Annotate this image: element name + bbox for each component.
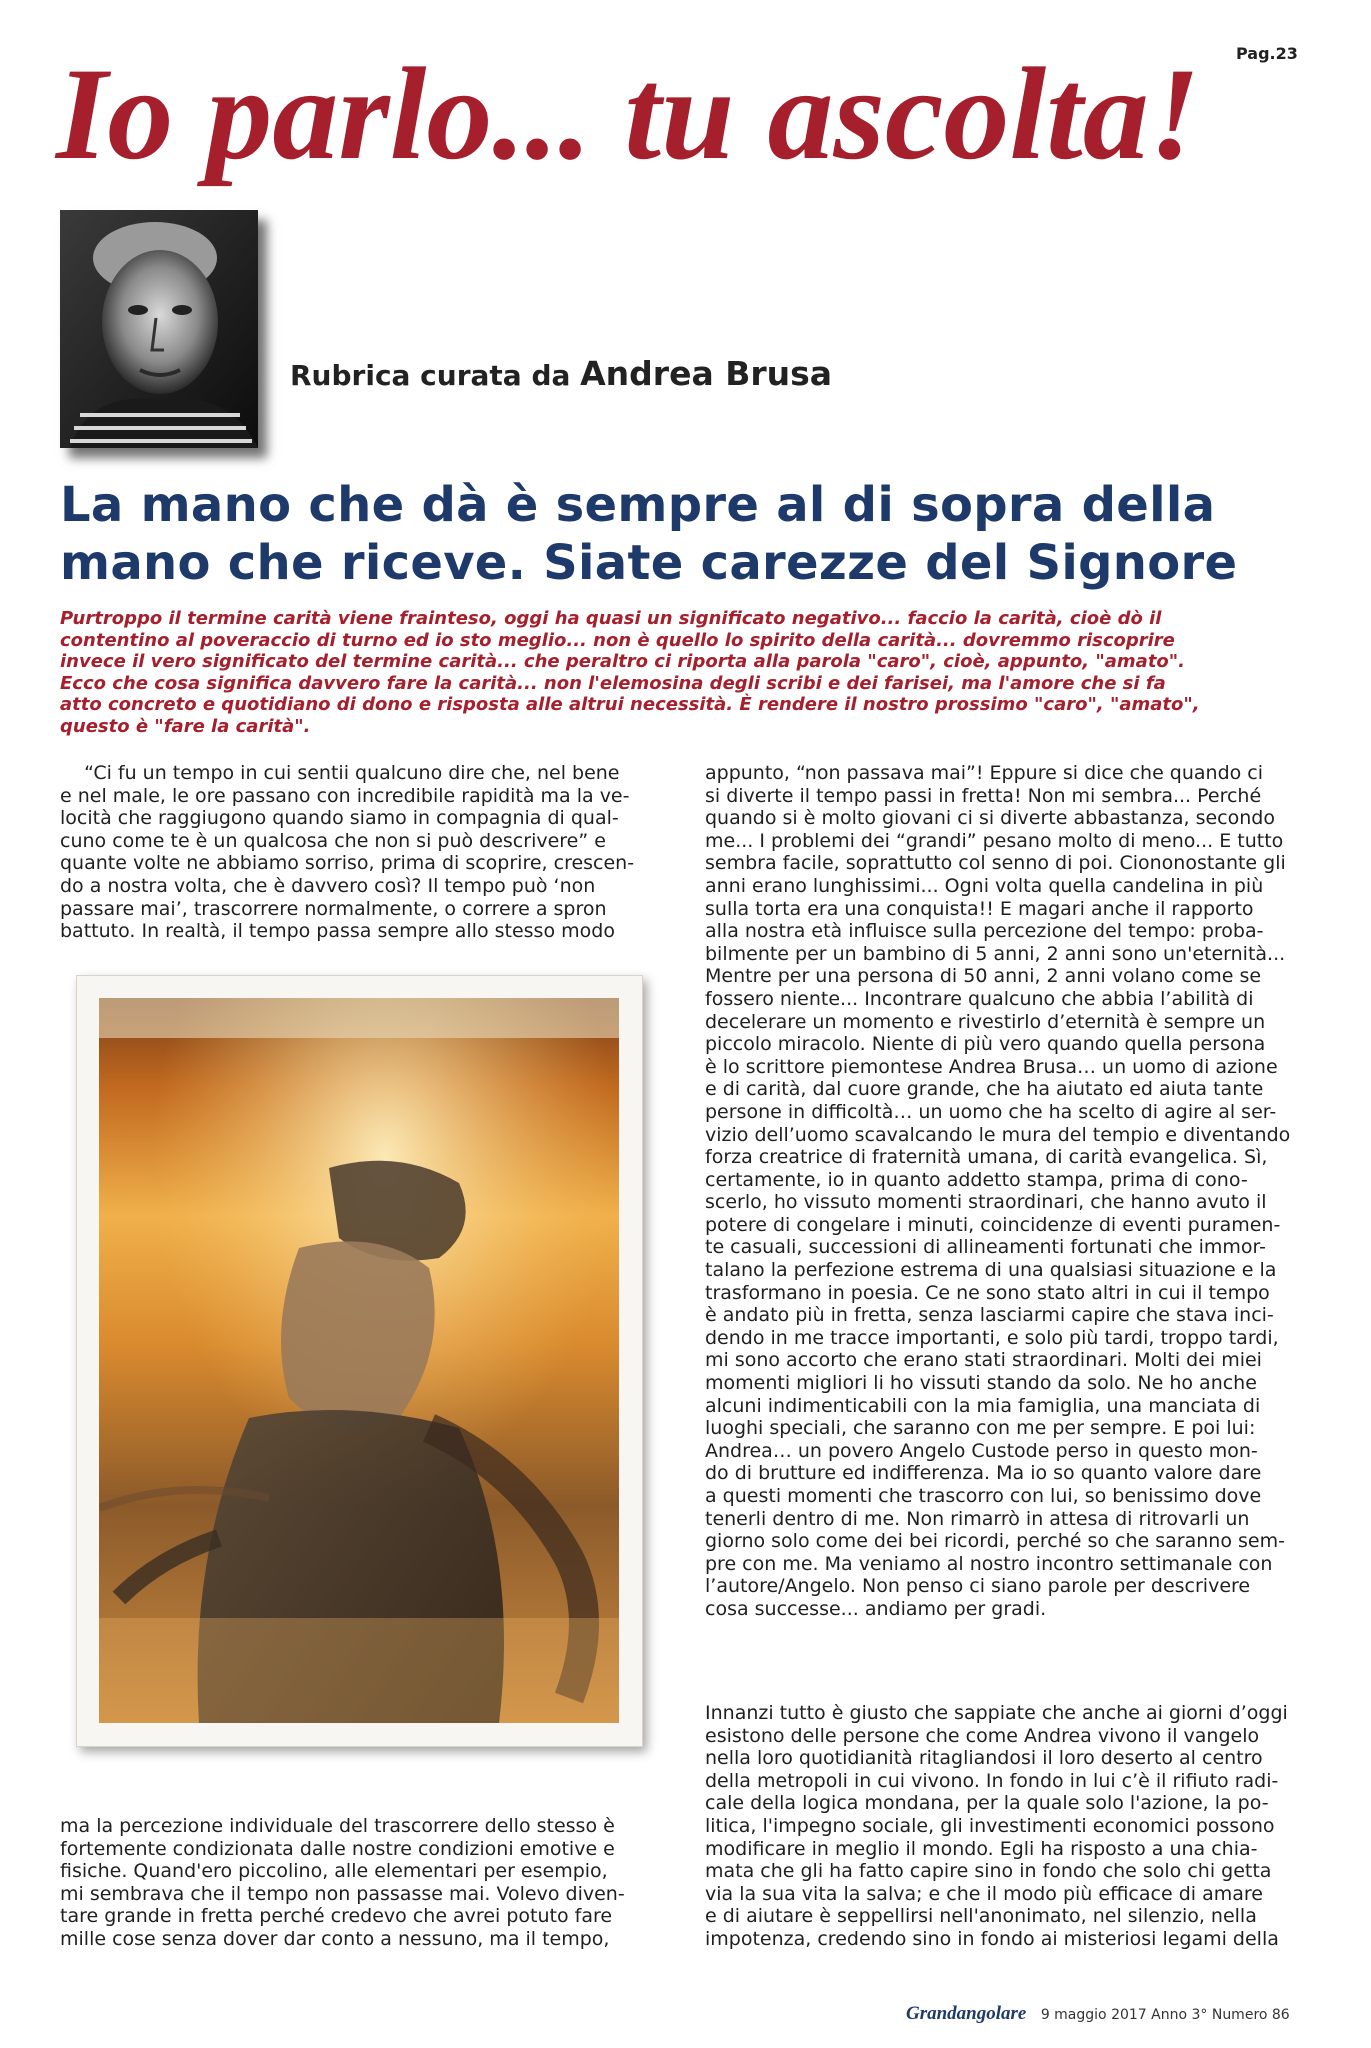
page-footer	[906, 2003, 1290, 2025]
page-number: Pag.23	[1236, 44, 1298, 63]
body-line: potere di congelare i minuti, coincidenze di eventi puramen-	[705, 1213, 1281, 1236]
body-line: locità che raggiugono quando siamo in compagnia di qual-	[60, 807, 619, 830]
intro-line: contentino al poveraccio di turno ed io sto meglio... non è quello lo spirito della carità... dovremmo riscoprire	[60, 629, 1175, 651]
body-line: fossero niente... Incontrare qualcuno che abbia l’abilità di	[705, 987, 1254, 1010]
body-line: bilmente per un bambino di 5 anni, 2 anni sono un'eternità...	[705, 942, 1286, 965]
body-line: cale della logica mondana, per la quale solo l'azione, la po-	[705, 1792, 1269, 1815]
body-line: sembra facile, soprattutto col senno di poi. Ciononostante gli	[705, 852, 1286, 875]
body-line: della metropoli in cui vivono. In fondo in lui c’è il rifiuto radi-	[705, 1769, 1279, 1792]
body-line: e di aiutare è seppellirsi nell'anonimato, nel silenzio, nella	[705, 1905, 1257, 1928]
body-line: litica, l'impegno sociale, gli investimenti economici possono	[705, 1814, 1275, 1837]
body-line: do di brutture ed indifferenza. Ma io so quanto valore dare	[705, 1462, 1262, 1485]
body-line: si diverte il tempo passi in fretta! Non mi sembra... Perché	[705, 784, 1262, 807]
body-line: tare grande in fretta perché credevo che avrei potuto fare	[60, 1905, 613, 1928]
body-line: appunto, “non passava mai”! Eppure si dice che quando ci	[705, 762, 1264, 784]
body-line: l’autore/Angelo. Non penso ci siano parole per descrivere	[705, 1575, 1251, 1598]
headline-line: La mano che dà è sempre al di sopra della	[60, 477, 1216, 533]
body-line: talano la perfezione estrema di una qualsiasi situazione e la	[705, 1259, 1277, 1282]
body-line: certamente, io in quanto addetto stampa, prima di cono-	[705, 1168, 1248, 1191]
body-line: sulla torta era una conquista!! E magari anche il rapporto	[705, 897, 1254, 920]
body-line: via la sua vita la salva; e che il modo più efficace di amare	[705, 1882, 1263, 1905]
body-line: te casuali, successioni di allineamenti fortunati che immor-	[705, 1236, 1266, 1259]
body-line: do a nostra volta, che è davvero così? Il tempo può ‘non	[60, 874, 596, 897]
publication-name: Grandangolare	[906, 2003, 1027, 2024]
body-line: cosa successe... andiamo per gradi.	[705, 1597, 1047, 1620]
body-line: persone in difficoltà… un uomo che ha scelto di agire al ser-	[705, 1100, 1277, 1123]
article-intro	[60, 608, 1318, 737]
body-line: anni erano lunghissimi... Ogni volta quella candelina in più	[705, 874, 1264, 897]
issue-info: 9 maggio 2017 Anno 3° Numero 86	[1040, 2007, 1290, 2023]
body-line: alcuni indimenticabili con la mia famiglia, una manciata di	[705, 1394, 1261, 1417]
byline-author: Andrea Brusa	[580, 354, 833, 393]
body-line: fortemente condizionata dalle nostre condizioni emotive e	[60, 1837, 615, 1860]
body-line: esistono delle persone che come Andrea vivono il vangelo	[705, 1724, 1260, 1747]
body-line: luoghi speciali, che saranno con me per sempre. E poi lui:	[705, 1417, 1256, 1440]
body-line: trasformano in poesia. Ce ne sono stato altri in cui il tempo	[705, 1281, 1270, 1304]
article-photo	[76, 975, 643, 1747]
body-line: e nel male, le ore passano con incredibile rapidità ma la ve-	[60, 784, 630, 807]
body-line: è lo scrittore piemontese Andrea Brusa… un uomo di azione	[705, 1055, 1278, 1078]
body-line: ma la percezione individuale del trascorrere dello stesso è	[60, 1815, 615, 1837]
body-line: Mentre per una persona di 50 anni, 2 anni volano come se	[705, 965, 1262, 988]
intro-line: Ecco che cosa significa davvero fare la carità... non l'elemosina degli scribi e dei farisei, ma l'amore che si fa	[60, 672, 1166, 694]
headline-line: mano che riceve. Siate carezze del Signore	[60, 535, 1238, 591]
body-line: battuto. In realtà, il tempo passa sempre allo stesso modo	[60, 920, 615, 943]
body-line: “Ci fu un tempo in cui sentii qualcuno dire che, nel bene	[60, 762, 620, 784]
body-line: pre con me. Ma veniamo al nostro incontro settimanale con	[705, 1552, 1273, 1575]
body-line: momenti migliori li ho vissuti stando da solo. Ne ho anche	[705, 1372, 1257, 1395]
body-line: cuno come te è un qualcosa che non si può descrivere” e	[60, 829, 606, 852]
body-line: fisiche. Quand'ero piccolino, alle elementari per esempio,	[60, 1860, 608, 1883]
body-line: giorno solo come dei bei ricordi, perché so che saranno sem-	[705, 1530, 1285, 1553]
body-line: mi sembrava che il tempo non passasse mai. Volevo diven-	[60, 1882, 625, 1905]
body-line: mata che gli ha fatto capire sino in fondo che solo chi getta	[705, 1860, 1272, 1883]
intro-line: atto concreto e quotidiano di dono e risposta alle altrui necessità. È rendere il nostro prossimo "caro", "amato",	[60, 694, 1200, 715]
body-line: quando si è molto giovani ci si diverte abbastanza, secondo	[705, 807, 1275, 830]
body-line: nella loro quotidianità ritagliandosi il loro deserto al centro	[705, 1747, 1263, 1770]
byline	[290, 354, 832, 393]
intro-line: invece il vero significato del termine carità... che peraltro ci riporta alla parola "caro", cioè, appunto, "amato".	[60, 651, 1186, 672]
article-headline	[60, 476, 1320, 592]
body-line: dendo in me tracce importanti, e solo più tardi, troppo tardi,	[705, 1326, 1279, 1349]
intro-line: Purtroppo il termine carità viene frainteso, oggi ha quasi un significato negativo... faccio la carità, cioè dò il	[60, 608, 1162, 629]
author-portrait	[60, 210, 258, 448]
body-line: passare mai’, trascorrere normalmente, o correre a spron	[60, 897, 607, 920]
body-line: modificare in meglio il mondo. Egli ha risposto a una chia-	[705, 1837, 1258, 1860]
body-column-left-top	[60, 762, 672, 943]
body-column-left-bottom	[60, 1815, 672, 1951]
intro-line: questo è "fare la carità".	[60, 715, 311, 737]
body-line: impotenza, credendo sino in fondo ai misteriosi legami della	[705, 1927, 1279, 1950]
byline-prefix: Rubrica curata da	[290, 359, 571, 392]
body-line: è andato più in fretta, senza lasciarmi capire che stava inci-	[705, 1304, 1274, 1327]
body-line: me... I problemi dei “grandi” pesano molto di meno... E tutto	[705, 829, 1284, 852]
body-line: vizio dell’uomo scavalcando le mura del tempio e diventando	[705, 1123, 1291, 1146]
body-line: scerlo, ho vissuto momenti straordinari, che hanno avuto il	[705, 1191, 1267, 1214]
body-line: decelerare un momento e rivestirlo d’eternità è sempre un	[705, 1010, 1266, 1033]
body-line: Innanzi tutto è giusto che sappiate che anche ai giorni d’oggi	[705, 1702, 1288, 1724]
body-line: Andrea… un povero Angelo Custode perso in questo mon-	[705, 1439, 1258, 1462]
body-line: piccolo miracolo. Niente di più vero quando quella persona	[705, 1033, 1266, 1056]
body-column-right	[705, 762, 1317, 1621]
angel-photo-image	[99, 998, 619, 1723]
body-column-right-continued	[705, 1702, 1317, 1951]
body-line: a questi momenti che trascorro con lui, so benissimo dove	[705, 1485, 1262, 1507]
body-line: mi sono accorto che erano stati straordinari. Molti dei miei	[705, 1349, 1262, 1372]
body-line: quante volte ne abbiamo sorriso, prima di scoprire, crescen-	[60, 852, 635, 875]
body-line: tenerli dentro di me. Non rimarrò in attesa di ritrovarli un	[705, 1507, 1250, 1530]
body-line: e di carità, dal cuore grande, che ha aiutato ed aiuta tante	[705, 1078, 1264, 1101]
column-masthead: Io parlo... tu ascolta!	[56, 40, 1201, 187]
body-line: alla nostra età influisce sulla percezione del tempo: proba-	[705, 920, 1264, 943]
body-line: mille cose senza dover dar conto a nessuno, ma il tempo,	[60, 1927, 610, 1950]
body-line: forza creatrice di fraternità umana, di carità evangelica. Sì,	[705, 1146, 1268, 1169]
